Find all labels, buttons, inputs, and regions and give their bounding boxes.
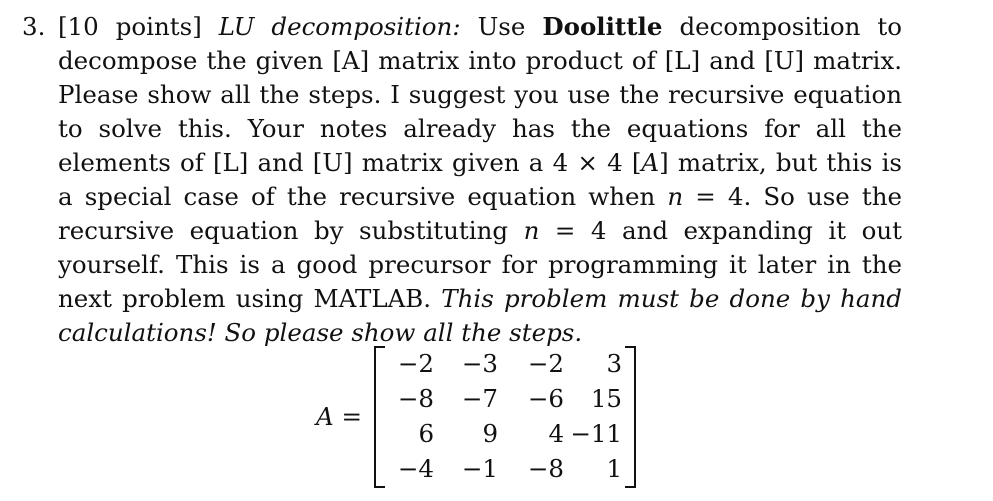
matrix-cell: −6 [527,384,565,413]
statement-text-4: = 4. So use the recursive equation by substituting [58,182,902,245]
matrix-cell: −2 [527,349,565,378]
matrix-variable: A [641,148,660,177]
matrix-cell: 1 [606,454,623,483]
matrix-cell: 4 [548,419,565,448]
matrix-cell: −2 [397,349,435,378]
matrix-cell: 3 [606,349,623,378]
matrix-cell: 9 [482,419,499,448]
matrix-cell: 6 [418,419,435,448]
statement-text-1: Use [460,12,543,41]
problem-number: 3. [22,12,46,41]
matrix-cell: −8 [397,384,435,413]
problem-points: [10 points] [58,12,202,41]
hand-calculation-note: This problem must be done by hand calculations! So please show all the steps. [58,284,902,347]
matrix-cell: −3 [461,349,499,378]
lhs-variable: A [316,401,334,431]
equation-lhs [316,402,362,431]
matrix-grid [388,346,622,486]
problem-3 [22,10,902,350]
matrix-a [374,346,636,486]
n-variable-2: n [523,216,540,245]
matrix-equation [316,346,636,486]
matrix-cell: −8 [527,454,565,483]
right-bracket [625,346,636,488]
problem-topic: LU decomposition: [218,12,461,41]
matrix-cell: −1 [461,454,499,483]
left-bracket [374,346,385,488]
matrix-cell: −4 [397,454,435,483]
n-variable-1: n [667,182,684,211]
equals-sign: = [333,401,363,431]
matrix-cell: 15 [590,384,623,413]
problem-statement [58,10,902,350]
statement-text-3: ] matrix, but this is a special case of the recursive equation when [58,148,902,211]
method-name: Doolittle [542,12,663,41]
statement-text-2: decomposition to decompose the given [A] matrix into product of [L] and [U] matrix. Please show all the steps. I suggest you use the recursive equation to solve this. Your notes already has the equations for all the elements of [L] and [U] matrix given a 4 × 4 [ [58,12,903,177]
matrix-cell: −11 [570,419,623,448]
matrix-cell: −7 [461,384,499,413]
statement-text-5: = 4 and expanding it out yourself. This is a good precursor for programming it later in the next problem using MATLAB. [58,216,902,313]
